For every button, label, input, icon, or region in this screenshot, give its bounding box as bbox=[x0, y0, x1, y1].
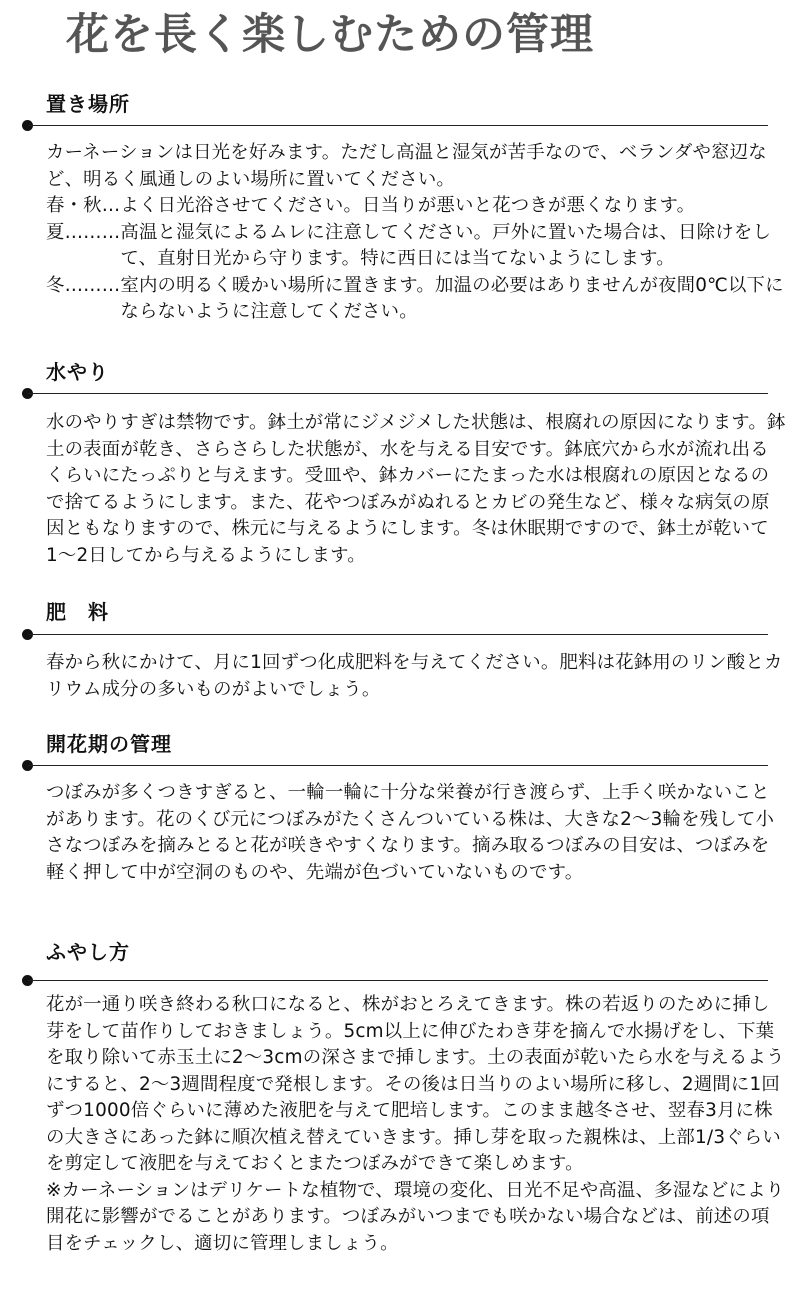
season-label: 冬……… bbox=[46, 274, 121, 296]
section-body-flowering bbox=[46, 780, 786, 886]
season-row-winter bbox=[46, 273, 786, 326]
watering-text: 水のやりすぎは禁物です。鉢土が常にジメジメした状態は、根腐れの原因になります。鉢土の表面が乾き、さらさらした状態が、水を与える目安です。鉢底穴から水が流れ出るくらいにたっぷりと与えます。受皿や、鉢カバーにたまった水は根腐れの原因となるので捨てるようにします。また、花やつぼみがぬれるとカビの発生など、様々な病気の原因ともなりますので、株元に与えるようにします。冬は休眠期ですので、鉢土が乾いて1〜2日してから与えるようにします。 bbox=[46, 412, 786, 566]
section-body-watering bbox=[46, 410, 786, 569]
section-heading-propagation: ふやし方 bbox=[46, 940, 130, 964]
section-body-placement bbox=[46, 140, 786, 326]
placement-intro: カーネーションは日光を好みます。ただし高温と湿気が苦手なので、ベランダや窓辺など、明るく風通しのよい場所に置いてください。 bbox=[46, 142, 767, 190]
section-heading-placement: 置き場所 bbox=[46, 92, 130, 116]
heading-divider bbox=[28, 634, 768, 635]
flowering-text: つぼみが多くつきすぎると、一輪一輪に十分な栄養が行き渡らず、上手く咲かないことがあります。花のくび元につぼみがたくさんついている株は、大きな2〜3輪を残して小さなつぼみを摘みとると花が咲きやすくなります。摘み取るつぼみの目安は、つぼみを軽く押して中が空洞のものや、先端が色づいていないものです。 bbox=[46, 782, 775, 883]
propagation-text: 花が一通り咲き終わる秋口になると、株がおとろえてきます。株の若返りのために挿し芽をして苗作りしておきましょう。5cm以上に伸びたわき芽を摘んで水揚げをし、下葉を取り除いて赤玉土に2〜3cmの深さまで挿します。土の表面が乾いたら水を与えるようにすると、2〜3週間程度で発根します。その後は日当りのよい場所に移し、2週間に1回ずつ1000倍ぐらいに薄めた液肥を与えて肥培します。このまま越冬させ、翌春3月に株の大きさにあった鉢に順次植え替えていきます。挿し芽を取った親株は、上部1/3ぐらいを剪定して液肥を与えておくとまたつぼみができて楽しめます。 bbox=[46, 994, 785, 1174]
section-heading-flowering: 開花期の管理 bbox=[46, 732, 172, 756]
heading-divider bbox=[28, 980, 768, 981]
season-row-spring-autumn bbox=[46, 193, 786, 220]
fertilizer-text: 春から秋にかけて、月に1回ずつ化成肥料を与えてください。肥料は花鉢用のリン酸とカリウム成分の多いものがよいでしょう。 bbox=[46, 652, 783, 700]
propagation-note: ※カーネーションはデリケートな植物で、環境の変化、日光不足や高温、多湿などにより開花に影響がでることがあります。つぼみがいつまでも咲かない場合などは、前述の項目をチェックし、適切に管理しましょう。 bbox=[46, 1179, 785, 1254]
heading-divider bbox=[28, 393, 768, 394]
season-label: 春・秋… bbox=[46, 195, 121, 216]
section-body-propagation bbox=[46, 992, 786, 1257]
section-heading-watering: 水やり bbox=[46, 360, 109, 384]
season-label: 夏……… bbox=[46, 221, 121, 243]
section-heading-fertilizer: 肥 料 bbox=[46, 600, 109, 624]
season-text: 高温と湿気によるムレに注意してください。戸外に置いた場合は、日除けをして、直射日光から守ります。特に西日には当てないようにします。 bbox=[120, 221, 772, 269]
heading-divider bbox=[28, 125, 768, 126]
season-text: 室内の明るく暖かい場所に置きます。加温の必要はありませんが夜間0℃以下にならないように注意してください。 bbox=[120, 274, 784, 322]
heading-divider bbox=[28, 765, 768, 766]
season-text: よく日光浴させてください。日当りが悪いと花つきが悪くなります。 bbox=[120, 195, 696, 216]
section-body-fertilizer bbox=[46, 650, 786, 703]
season-row-summer bbox=[46, 220, 786, 273]
page-title: 花を長く楽しむための管理 bbox=[66, 10, 594, 60]
